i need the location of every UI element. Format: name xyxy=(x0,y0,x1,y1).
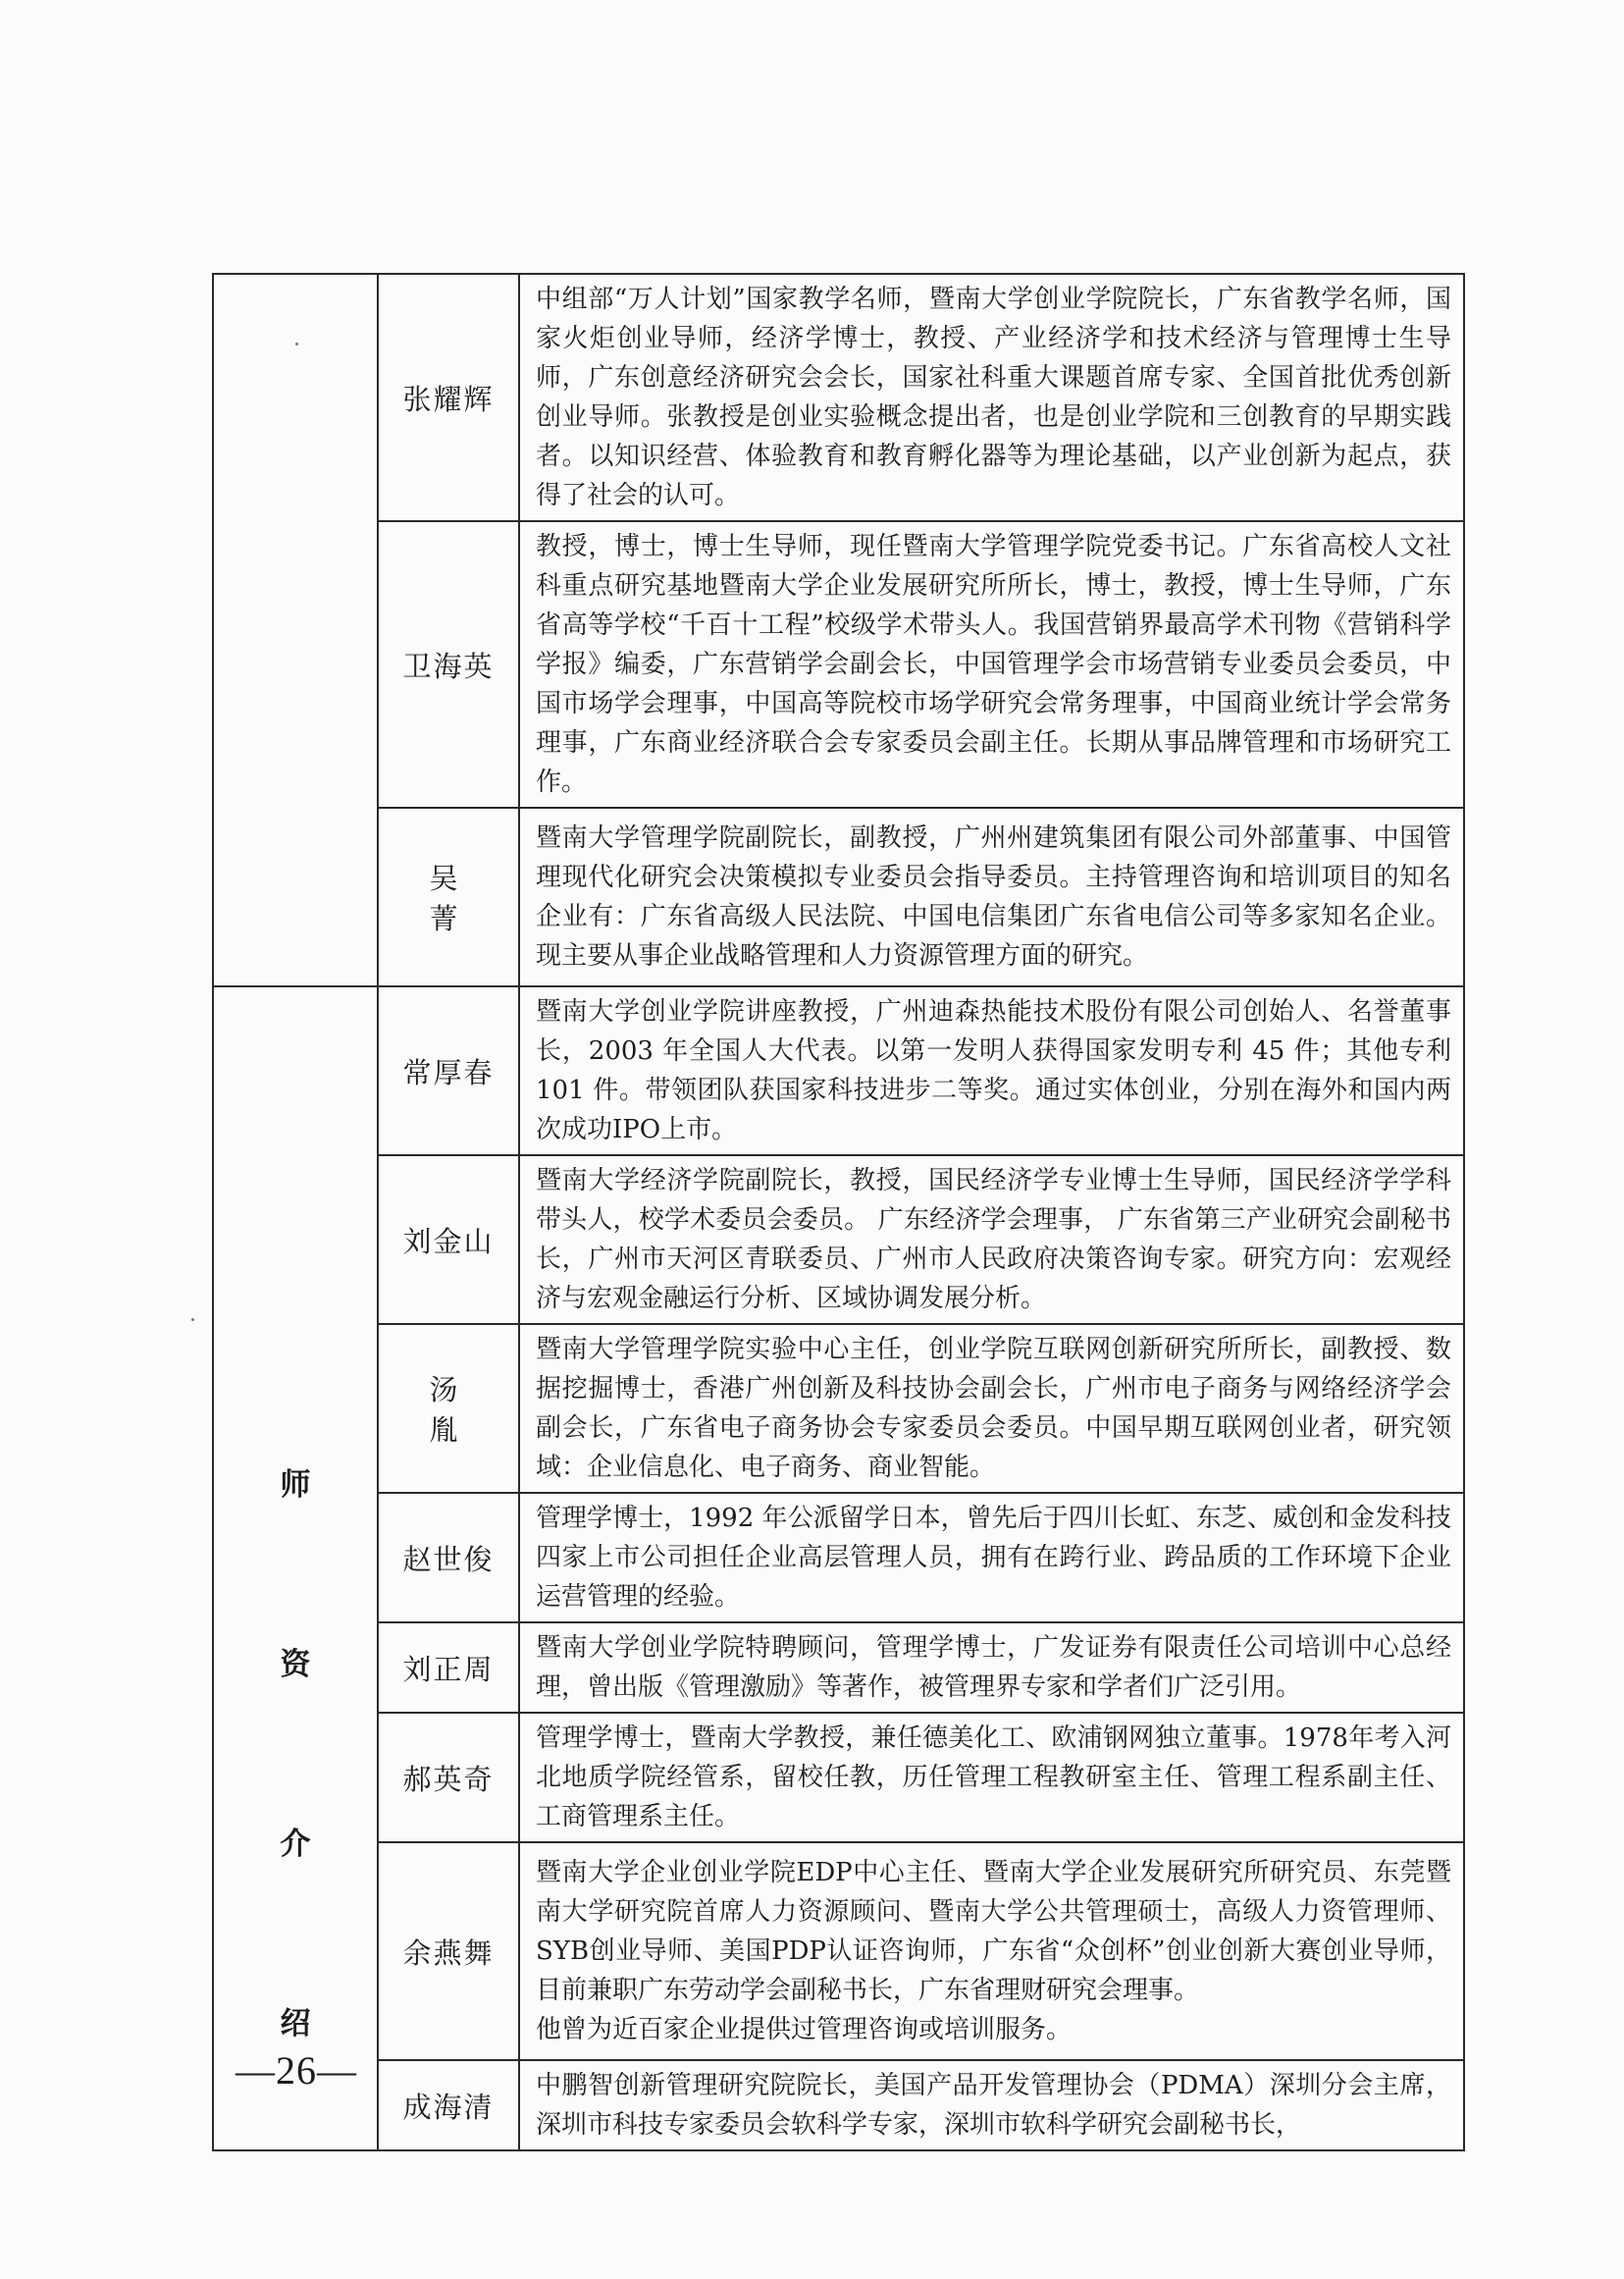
table-row xyxy=(213,274,1464,521)
faculty-name: 郝英奇 xyxy=(378,1713,519,1842)
bio-paragraph: 暨南大学管理学院实验中心主任，创业学院互联网创新研究所所长，副教授、数据挖掘博士，香港广州创新及科技协会副会长，广州市电子商务与网络经济学会副会长，广东省电子商务协会专家委员会委员。中国早期互联网创业者，研究领域：企业信息化、电子商务、商业智能。 xyxy=(536,1335,1451,1482)
faculty-bio xyxy=(519,1713,1464,1842)
faculty-profile-table xyxy=(212,273,1465,2151)
table-row xyxy=(213,1324,1464,1493)
faculty-name: 吴 菁 xyxy=(378,808,519,986)
table-row xyxy=(213,2060,1464,2150)
category-char: 绍 xyxy=(280,2006,311,2041)
faculty-bio xyxy=(519,1324,1464,1493)
bio-paragraph: 暨南大学经济学院副院长，教授，国民经济学专业博士生导师，国民经济学学科带头人，校学术委员会委员。 广东经济学会理事， 广东省第三产业研究会副秘书长，广州市天河区青联委员、广州市人民政府决策咨询专家。研究方向：宏观经济与宏观金融运行分析、区域协调发展分析。 xyxy=(536,1166,1451,1313)
faculty-name: 成海清 xyxy=(378,2060,519,2150)
faculty-bio xyxy=(519,1842,1464,2060)
category-cell xyxy=(213,986,378,2150)
bio-paragraph: 他曾为近百家企业提供过管理咨询或培训服务。 xyxy=(536,2015,1073,2044)
faculty-bio xyxy=(519,808,1464,986)
bio-paragraph: 管理学博士，1992 年公派留学日本，曾先后于四川长虹、东芝、威创和金发科技四家上市公司担任企业高层管理人员，拥有在跨行业、跨品质的工作环境下企业运营管理的经验。 xyxy=(536,1504,1451,1612)
table-row xyxy=(213,1622,1464,1713)
bio-paragraph: 中组部“万人计划”国家教学名师，暨南大学创业学院院长，广东省教学名师，国家火炬创业导师，经济学博士，教授、产业经济学和技术经济与管理博士生导师，广东创意经济研究会会长，国家社科重大课题首席专家、全国首批优秀创新创业导师。张教授是创业实验概念提出者，也是创业学院和三创教育的早期实践者。以知识经营、体验教育和教育孵化器等为理论基础，以产业创新为起点，获得了社会的认可。 xyxy=(536,285,1451,510)
faculty-name: 刘正周 xyxy=(378,1622,519,1713)
bio-paragraph: 暨南大学企业创业学院EDP中心主任、暨南大学企业发展研究所研究员、东莞暨南大学研究院首席人力资源顾问、暨南大学公共管理硕士，高级人力资管理师、SYB创业导师、美国PDP认证咨询师，广东省“众创杯”创业创新大赛创业导师，目前兼职广东劳动学会副秘书长，广东省理财研究会理事。 xyxy=(536,1858,1451,2005)
faculty-bio xyxy=(519,1493,1464,1622)
faculty-name: 赵世俊 xyxy=(378,1493,519,1622)
bio-paragraph: 暨南大学管理学院副院长，副教授，广州州建筑集团有限公司外部董事、中国管理现代化研究会决策模拟专业委员会指导委员。主持管理咨询和培训项目的知名企业有：广东省高级人民法院、中国电信集团广东省电信公司等多家知名企业。现主要从事企业战略管理和人力资源管理方面的研究。 xyxy=(536,823,1451,971)
faculty-name: 余燕舞 xyxy=(378,1842,519,2060)
faculty-bio xyxy=(519,1155,1464,1324)
faculty-name: 汤 胤 xyxy=(378,1324,519,1493)
category-char: 师 xyxy=(280,1467,311,1503)
bio-paragraph: 暨南大学创业学院特聘顾问，管理学博士，广发证券有限责任公司培训中心总经理，曾出版《管理激励》等著作，被管理界专家和学者们广泛引用。 xyxy=(536,1633,1451,1702)
faculty-bio xyxy=(519,986,1464,1155)
faculty-bio xyxy=(519,2060,1464,2150)
table-row xyxy=(213,1493,1464,1622)
faculty-bio xyxy=(519,1622,1464,1713)
table-row xyxy=(213,521,1464,808)
bio-paragraph: 教授，博士，博士生导师，现任暨南大学管理学院党委书记。广东省高校人文社科重点研究基地暨南大学企业发展研究所所长，博士，教授，博士生导师，广东省高等学校“千百十工程”校级学术带头人。我国营销界最高学术刊物《营销科学学报》编委，广东营销学会副会长，中国管理学会市场营销专业委员会委员，中国市场学会理事，中国高等院校市场学研究会常务理事，中国商业统计学会常务理事，广东商业经济联合会专家委员会副主任。长期从事品牌管理和市场研究工作。 xyxy=(536,532,1451,797)
faculty-bio xyxy=(519,521,1464,808)
category-char: 介 xyxy=(280,1827,311,1862)
faculty-bio xyxy=(519,274,1464,521)
bio-paragraph: 中鹏智创新管理研究院院长，美国产品开发管理协会（PDMA）深圳分会主席，深圳市科技专家委员会软科学专家，深圳市软科学研究会副秘书长， xyxy=(536,2071,1451,2140)
table-row xyxy=(213,808,1464,986)
faculty-name: 刘金山 xyxy=(378,1155,519,1324)
page-number: —26— xyxy=(236,2048,357,2093)
category-char: 资 xyxy=(280,1647,311,1682)
table-row xyxy=(213,1155,1464,1324)
table-row xyxy=(213,1842,1464,2060)
faculty-name: 卫海英 xyxy=(378,521,519,808)
table-row xyxy=(213,986,1464,1155)
bio-paragraph: 管理学博士，暨南大学教授，兼任德美化工、欧浦钢网独立董事。1978年考入河北地质学院经管系，留校任教，历任管理工程教研室主任、管理工程系副主任、工商管理系主任。 xyxy=(536,1723,1451,1831)
bio-paragraph: 暨南大学创业学院讲座教授，广州迪森热能技术股份有限公司创始人、名誉董事长，2003 年全国人大代表。以第一发明人获得国家发明专利 45 件；其他专利 101 件。带领团队获国家科技进步二等奖。通过实体创业，分别在海外和国内两次成功IPO上市。 xyxy=(536,997,1451,1144)
scan-speck xyxy=(191,1318,194,1321)
faculty-name: 常厚春 xyxy=(378,986,519,1155)
faculty-name: 张耀辉 xyxy=(378,274,519,521)
table-row xyxy=(213,1713,1464,1842)
category-cell-empty xyxy=(213,274,378,986)
